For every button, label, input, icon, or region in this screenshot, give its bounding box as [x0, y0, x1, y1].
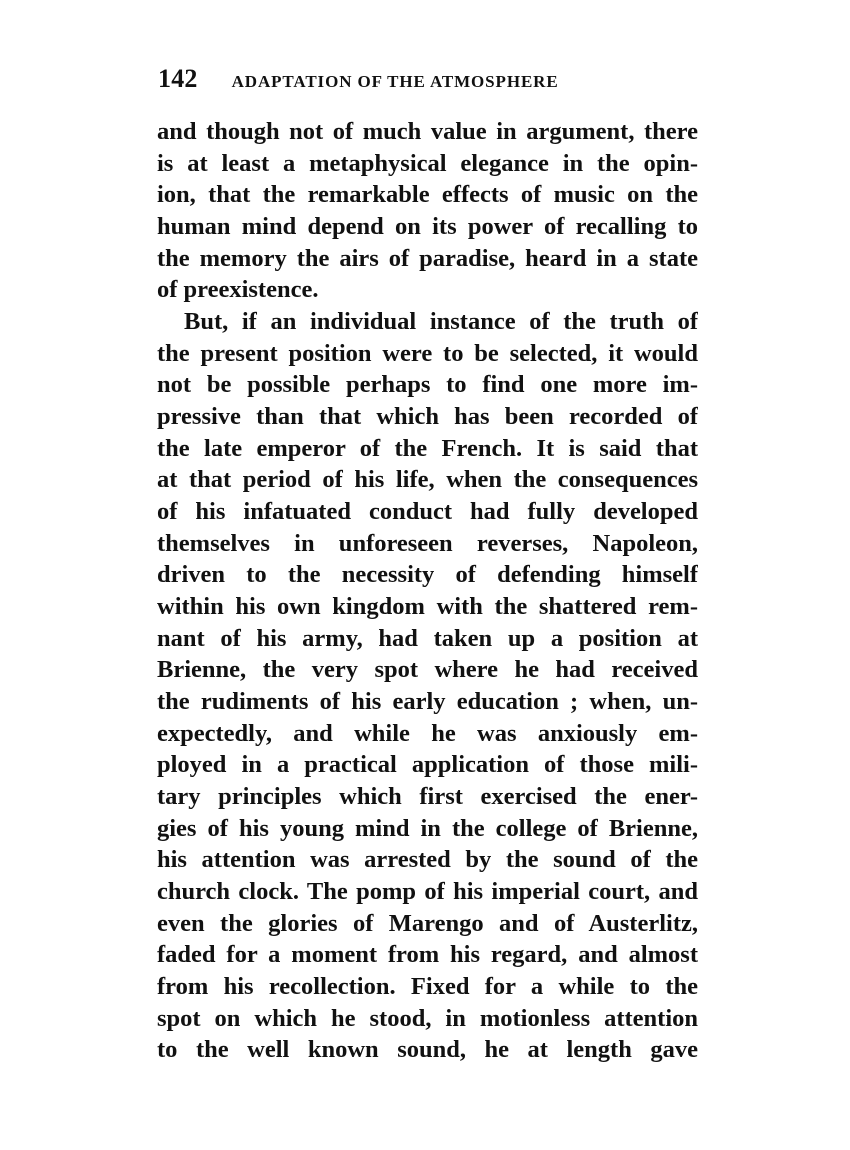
text-line: is at least a metaphysical elegance in the opin-: [157, 149, 698, 177]
text-line: ployed in a practical application of those mili-: [157, 751, 698, 779]
text-line: of preexistence.: [157, 276, 319, 304]
text-line: expectedly, and while he was anxiously em-: [157, 719, 698, 747]
text-line: even the glories of Marengo and of Austerlitz,: [157, 909, 698, 937]
running-title: ADAPTATION OF THE ATMOSPHERE: [231, 72, 559, 91]
page-header: [158, 64, 698, 100]
text-line: the present position were to be selected, it would: [157, 339, 698, 367]
text-line: ion, that the remarkable effects of music on the: [157, 181, 698, 209]
text-line: driven to the necessity of defending himself: [157, 561, 698, 589]
text-line: within his own kingdom with the shattered rem-: [157, 593, 698, 621]
paragraph-1: [157, 116, 698, 306]
text-line: his attention was arrested by the sound of the: [157, 846, 698, 874]
text-line: the rudiments of his early education ; when, un-: [157, 688, 698, 716]
text-line: Brienne, the very spot where he had received: [157, 656, 698, 684]
text-line: tary principles which first exercised the ener-: [157, 783, 698, 811]
text-line: spot on which he stood, in motionless attention: [157, 1004, 698, 1032]
text-line: the late emperor of the French. It is said that: [157, 434, 698, 462]
text-line: of his infatuated conduct had fully developed: [157, 498, 698, 526]
text-line: But, if an individual instance of the truth of: [184, 308, 698, 336]
text-line: the memory the airs of paradise, heard in a state: [157, 244, 698, 272]
text-line: themselves in unforeseen reverses, Napoleon,: [157, 529, 698, 557]
text-line: and though not of much value in argument, there: [157, 118, 698, 145]
text-line: from his recollection. Fixed for a while to the: [157, 973, 698, 1001]
text-line: gies of his young mind in the college of Brienne,: [157, 814, 698, 842]
text-line: not be possible perhaps to find one more im-: [157, 371, 698, 399]
text-line: nant of his army, had taken up a position at: [157, 624, 698, 652]
text-line: faded for a moment from his regard, and almost: [157, 941, 698, 969]
text-line: church clock. The pomp of his imperial court, and: [157, 878, 698, 906]
text-line: human mind depend on its power of recalling to: [157, 213, 698, 241]
text-line: to the well known sound, he at length gave: [157, 1036, 698, 1064]
text-line: at that period of his life, when the consequences: [157, 466, 698, 494]
body-text: [157, 116, 698, 1066]
paragraph-2: [157, 306, 698, 1066]
page-number: 142: [158, 64, 198, 93]
text-line: pressive than that which has been recorded of: [157, 403, 698, 431]
